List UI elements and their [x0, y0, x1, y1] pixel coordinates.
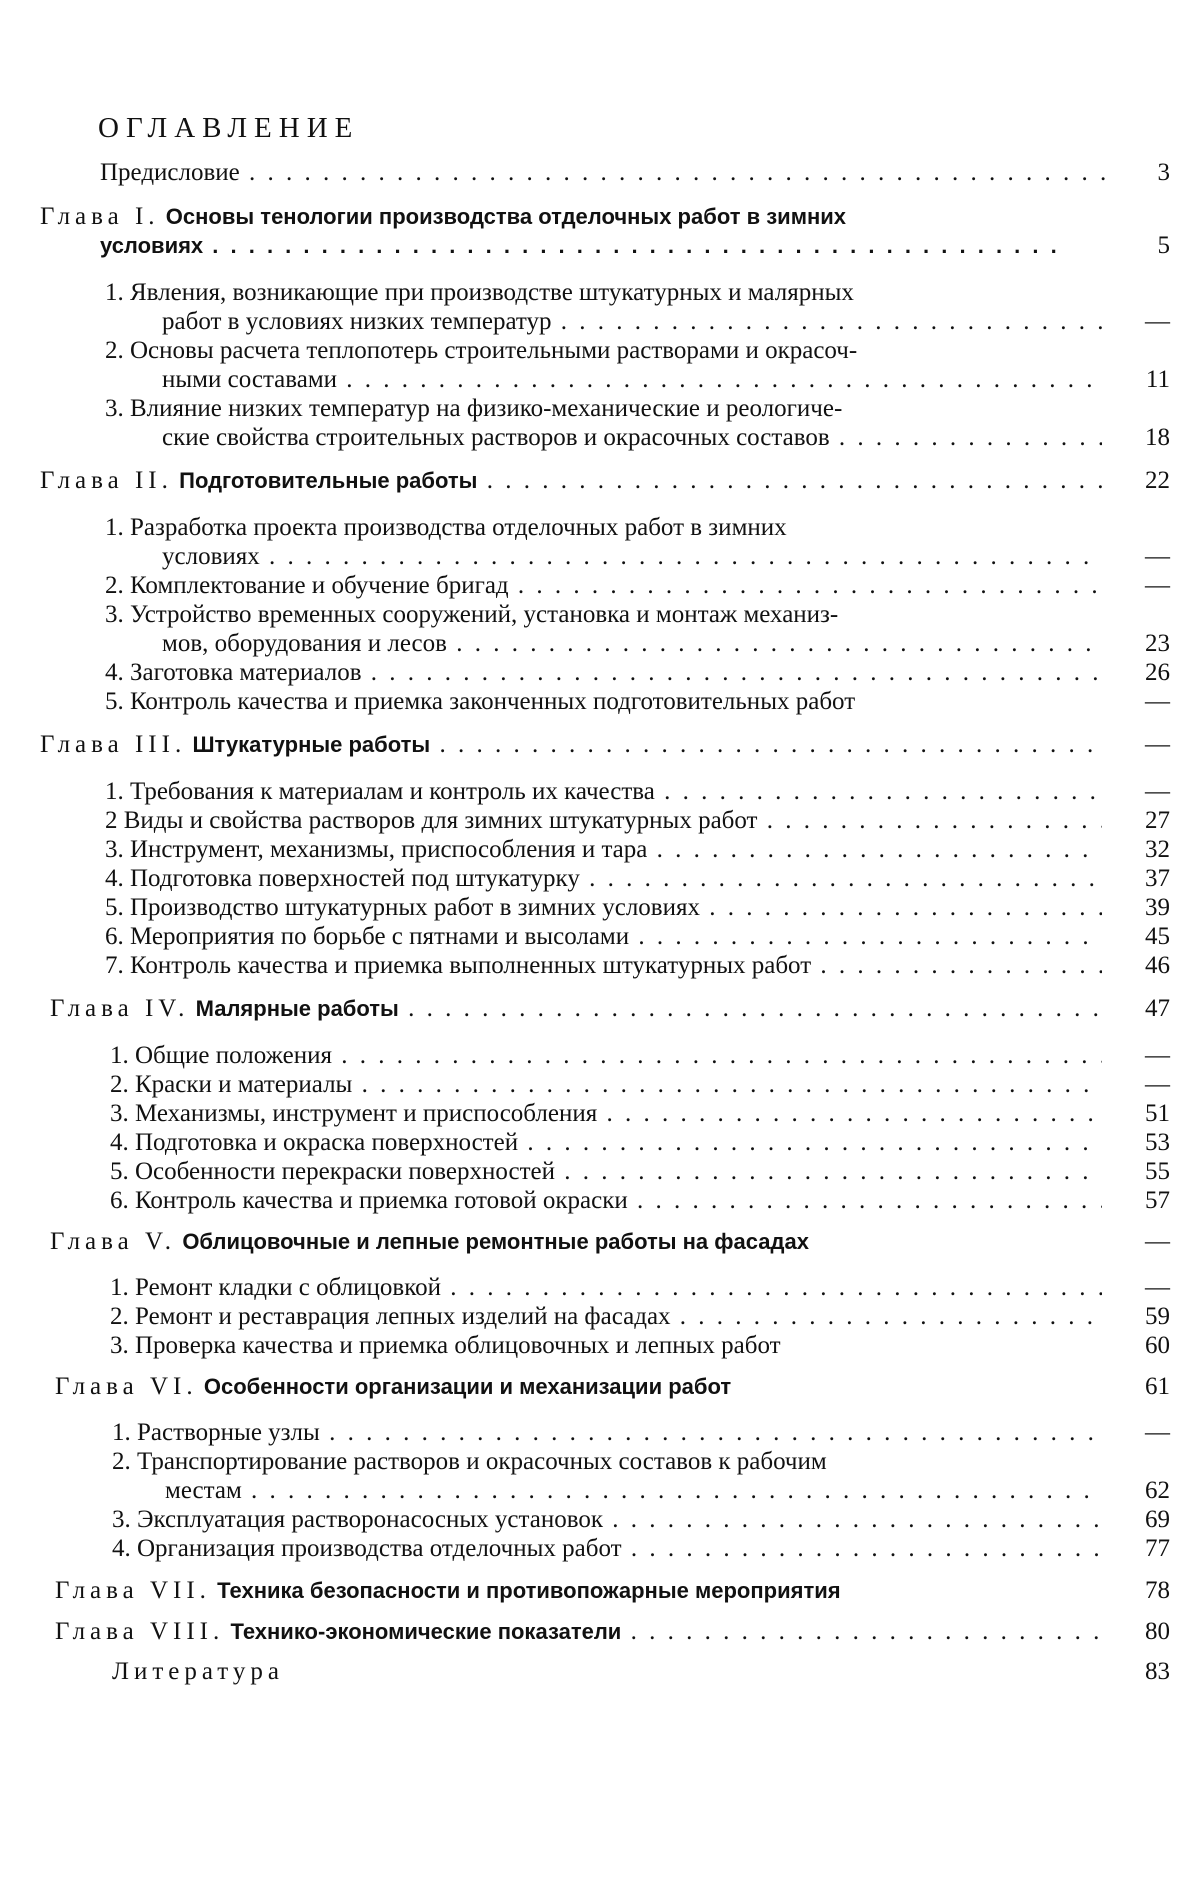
section-title-cont: мов, оборудования и лесов . . .: [162, 629, 1102, 658]
section-title: Эксплуатация растворонасосных установок: [137, 1506, 603, 1533]
entry-label: Литература: [112, 1658, 284, 1685]
section-number: 4.: [110, 1129, 129, 1156]
section-text: [105, 278, 854, 307]
section-number: 7.: [105, 952, 124, 979]
page-number: 57: [1145, 1187, 1170, 1214]
page-number: 55: [1145, 1158, 1170, 1185]
page-number: 83: [1145, 1658, 1170, 1685]
section-title: Организация производства отделочных работ: [137, 1535, 622, 1562]
chapter-label: Глава IV.: [50, 995, 190, 1022]
page-number: 61: [1145, 1373, 1170, 1400]
chapter-label: Глава II.: [40, 467, 173, 494]
section-number: 3.: [112, 1506, 131, 1533]
page-number: —: [1145, 731, 1170, 758]
section-title: Общие положения: [135, 1042, 332, 1069]
section-title: Влияние низких температур на физико-механические и реологиче-: [130, 395, 843, 422]
section-title: Проверка качества и приемка облицовочных и лепных работ: [135, 1332, 781, 1359]
section-number: 1.: [112, 1419, 131, 1446]
page-number: 47: [1145, 995, 1170, 1022]
page-number: 59: [1145, 1303, 1170, 1330]
section-text: [105, 922, 1102, 951]
section-text: [105, 513, 787, 542]
page-number: 3: [1157, 159, 1170, 186]
section-title: Требования к материалам и контроль их качества: [130, 778, 655, 805]
chapter-heading: [55, 1372, 731, 1401]
section-text: [105, 806, 1102, 835]
section-number: 1.: [105, 279, 124, 306]
section-number: 2: [105, 807, 118, 834]
section-text: [110, 1099, 1102, 1128]
page-number: —: [1145, 543, 1170, 570]
section-number: 4.: [112, 1535, 131, 1562]
page-number: 11: [1145, 366, 1170, 393]
chapter-title: Облицовочные и лепные ремонтные работы на фасадах: [182, 1229, 809, 1254]
section-number: 3.: [105, 395, 124, 422]
section-title: Транспортирование растворов и окрасочных составов к рабочим: [137, 1448, 827, 1475]
section-number: 3.: [105, 836, 124, 863]
chapter-title: Технико-экономические показатели: [230, 1619, 622, 1644]
page-number: 53: [1145, 1129, 1170, 1156]
section-number: 2.: [112, 1448, 131, 1475]
chapter-label: Глава VI.: [55, 1373, 198, 1400]
section-title: Растворные узлы: [137, 1419, 320, 1446]
section-text: [110, 1331, 781, 1360]
page-number: —: [1145, 778, 1170, 805]
chapter-heading: [50, 994, 1105, 1023]
chapter-heading: [50, 1227, 809, 1256]
section-title: Виды и свойства растворов для зимних штукатурных работ: [123, 807, 758, 834]
page-number: 18: [1145, 424, 1170, 451]
page-number: 69: [1145, 1506, 1170, 1533]
chapter-title: Малярные работы: [195, 996, 399, 1021]
section-title: Контроль качества и приемка выполненных штукатурных работ: [130, 952, 812, 979]
chapter-label: Глава VII.: [55, 1577, 211, 1604]
page-number: —: [1145, 1419, 1170, 1446]
page-number: 80: [1145, 1618, 1170, 1645]
page-number: 39: [1145, 894, 1170, 921]
section-number: 1.: [110, 1274, 129, 1301]
section-title-cont: ными составами . . .: [162, 365, 1102, 394]
section-text: [105, 951, 1102, 980]
page-number: 77: [1145, 1535, 1170, 1562]
section-number: 2.: [105, 337, 124, 364]
section-title: Устройство временных сооружений, установка и монтаж механиз-: [130, 601, 839, 628]
page-number: 23: [1145, 630, 1170, 657]
section-text: [105, 687, 855, 716]
page-number: 51: [1145, 1100, 1170, 1127]
chapter-title: Подготовительные работы: [179, 468, 478, 493]
section-title: Основы расчета теплопотерь строительными растворами и окрасоч-: [130, 337, 858, 364]
section-title: Краски и материалы: [135, 1071, 353, 1098]
section-text: [110, 1070, 1102, 1099]
section-number: 1.: [110, 1042, 129, 1069]
section-title-cont: работ в условиях низких температур . . .: [162, 307, 1102, 336]
section-number: 4.: [105, 659, 124, 686]
section-number: 3.: [105, 601, 124, 628]
section-title: Особенности перекраски поверхностей: [135, 1158, 555, 1185]
section-number: 1.: [105, 778, 124, 805]
chapter-label: Глава III.: [40, 731, 187, 758]
section-title-cont: ские свойства строительных растворов и окрасочных составов . . .: [162, 423, 1102, 452]
section-text: [110, 1041, 1102, 1070]
chapter-title: Техника безопасности и противопожарные мероприятия: [217, 1578, 841, 1603]
section-title: Производство штукатурных работ в зимних условиях: [130, 894, 700, 921]
chapter-title: Особенности организации и механизации работ: [203, 1374, 732, 1399]
section-text: [112, 1418, 1102, 1447]
chapter-title-cont: условиях . . .: [100, 231, 1070, 260]
chapter-title: Штукатурные работы: [192, 732, 431, 757]
page-number: 32: [1145, 836, 1170, 863]
chapter-label: Глава VIII.: [55, 1618, 225, 1645]
chapter-heading: [55, 1617, 1105, 1646]
section-title: Механизмы, инструмент и приспособления: [135, 1100, 598, 1127]
chapter-label: Глава I.: [40, 203, 160, 230]
page-number: 22: [1145, 467, 1170, 494]
section-title-cont: местам . . .: [165, 1476, 1102, 1505]
chapter-label: Глава V.: [50, 1228, 177, 1255]
section-number: 4.: [105, 865, 124, 892]
section-number: 2.: [105, 572, 124, 599]
section-number: 6.: [110, 1187, 129, 1214]
page-number: 37: [1145, 865, 1170, 892]
page-number: 46: [1145, 952, 1170, 979]
section-number: 6.: [105, 923, 124, 950]
chapter-heading: [40, 202, 846, 231]
section-title: Ремонт кладки с облицовкой: [135, 1274, 441, 1301]
section-title: Комплектование и обучение бригад: [130, 572, 509, 599]
page-number: 62: [1145, 1477, 1170, 1504]
page-number: —: [1145, 1042, 1170, 1069]
section-title: Заготовка материалов: [130, 659, 362, 686]
page-number: 60: [1145, 1332, 1170, 1359]
page-number: —: [1145, 1274, 1170, 1301]
page-number: —: [1145, 572, 1170, 599]
page-number: —: [1145, 1228, 1170, 1255]
section-title: Ремонт и реставрация лепных изделий на фасадах: [135, 1303, 671, 1330]
section-title-cont: условиях . . .: [162, 542, 1102, 571]
section-title: Инструмент, механизмы, приспособления и тара: [130, 836, 648, 863]
section-title: Мероприятия по борьбе с пятнами и высолами: [130, 923, 630, 950]
section-number: 5.: [110, 1158, 129, 1185]
section-number: 1.: [105, 514, 124, 541]
section-text: [112, 1505, 1102, 1534]
section-text: [110, 1273, 1102, 1302]
chapter-heading: [40, 730, 1105, 759]
page-number: 78: [1145, 1577, 1170, 1604]
section-number: 2.: [110, 1071, 129, 1098]
entry-label: Предисловие . . .: [100, 158, 1105, 187]
section-number: 5.: [105, 688, 124, 715]
page-number: —: [1145, 688, 1170, 715]
section-text: [105, 835, 1102, 864]
page-number: 26: [1145, 659, 1170, 686]
section-number: 5.: [105, 894, 124, 921]
toc-title: ОГЛАВЛЕНИЕ: [98, 112, 360, 144]
section-text: [112, 1447, 827, 1476]
section-text: [110, 1157, 1102, 1186]
section-text: [105, 777, 1102, 806]
page-number: —: [1145, 308, 1170, 335]
section-number: 3.: [110, 1332, 129, 1359]
section-title: Подготовка и окраска поверхностей: [135, 1129, 519, 1156]
page-number: —: [1145, 1071, 1170, 1098]
section-title: Контроль качества и приемка готовой окраски: [135, 1187, 628, 1214]
page-number: 27: [1145, 807, 1170, 834]
chapter-title: Основы тенологии производства отделочных работ в зимних: [165, 204, 847, 229]
section-number: 2.: [110, 1303, 129, 1330]
chapter-heading: [55, 1576, 841, 1605]
section-number: 3.: [110, 1100, 129, 1127]
section-text: [105, 864, 1102, 893]
section-text: [105, 893, 1102, 922]
page-number: 45: [1145, 923, 1170, 950]
chapter-heading: [40, 466, 1105, 495]
section-title: Контроль качества и приемка законченных подготовительных работ: [130, 688, 856, 715]
section-text: [105, 336, 857, 365]
section-text: [110, 1128, 1102, 1157]
page-number: 5: [1157, 232, 1170, 259]
section-title: Подготовка поверхностей под штукатурку: [130, 865, 580, 892]
section-text: [110, 1302, 1102, 1331]
section-text: [112, 1534, 1102, 1563]
section-text: [110, 1186, 1102, 1215]
section-title: Явления, возникающие при производстве штукатурных и малярных: [130, 279, 854, 306]
section-title: Разработка проекта производства отделочных работ в зимних: [130, 514, 787, 541]
section-text: [105, 600, 838, 629]
section-text: [105, 571, 1102, 600]
section-text: [105, 394, 842, 423]
section-text: [105, 658, 1102, 687]
